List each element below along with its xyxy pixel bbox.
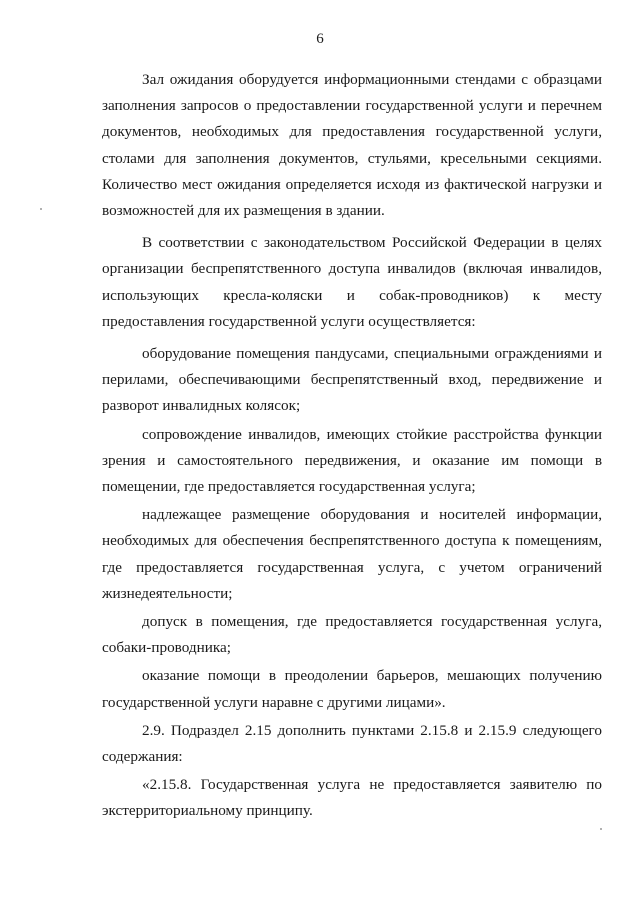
list-item-barriers: оказание помощи в преодолении барьеров, мешающих получению государственной услуги наравне с другими лицами». — [102, 667, 602, 711]
paragraph-2-9: 2.9. Подраздел 2.15 дополнить пунктами 2.15.8 и 2.15.9 следующего содержания: — [102, 721, 602, 766]
paragraph-accessibility-intro: В соответствии с законодательством Российской Федерации в целях организации беспрепятственного доступа инвалидов (включая инвалидов, использующих кресла-коляски и собак-проводников) к месту предоставления государственной услуги осуществляется: — [102, 234, 602, 330]
paragraph-2-15-8: «2.15.8. Государственная услуга не предоставляется заявителю по экстерриториальному принципу. — [102, 776, 602, 820]
list-item-guide-dog: допуск в помещения, где предоставляется государственная услуга, собаки-проводника; — [102, 613, 602, 657]
scan-speck — [600, 828, 602, 830]
paragraph-waiting-hall: Зал ожидания оборудуется информационными стендами с образцами заполнения запросов о предоставлении государственной услуги и перечнем документов, необходимых для предоставления государственной услуги, столами для заполнения документов, стульями, кресельными секциями. Количество мест ожидания определяется исходя из фактической нагрузки и возможностей для их размещения в здании. — [102, 71, 602, 220]
list-item-equipment: надлежащее размещение оборудования и носителей информации, необходимых для обеспечения беспрепятственного доступа к помещениям, где предоставляется государственная услуга, с учетом ограничений жизнедеятельности; — [102, 506, 602, 602]
scan-speck — [40, 208, 42, 210]
list-item-ramps: оборудование помещения пандусами, специальными ограждениями и перилами, обеспечивающими беспрепятственный вход, передвижение и разворот инвалидных колясок; — [102, 345, 602, 415]
page-number: 6 — [316, 31, 324, 47]
list-item-escort: сопровождение инвалидов, имеющих стойкие расстройства функции зрения и самостоятельного передвижения, и оказание им помощи в помещении, где предоставляется государственная услуга; — [102, 425, 602, 496]
document-body — [102, 67, 602, 825]
